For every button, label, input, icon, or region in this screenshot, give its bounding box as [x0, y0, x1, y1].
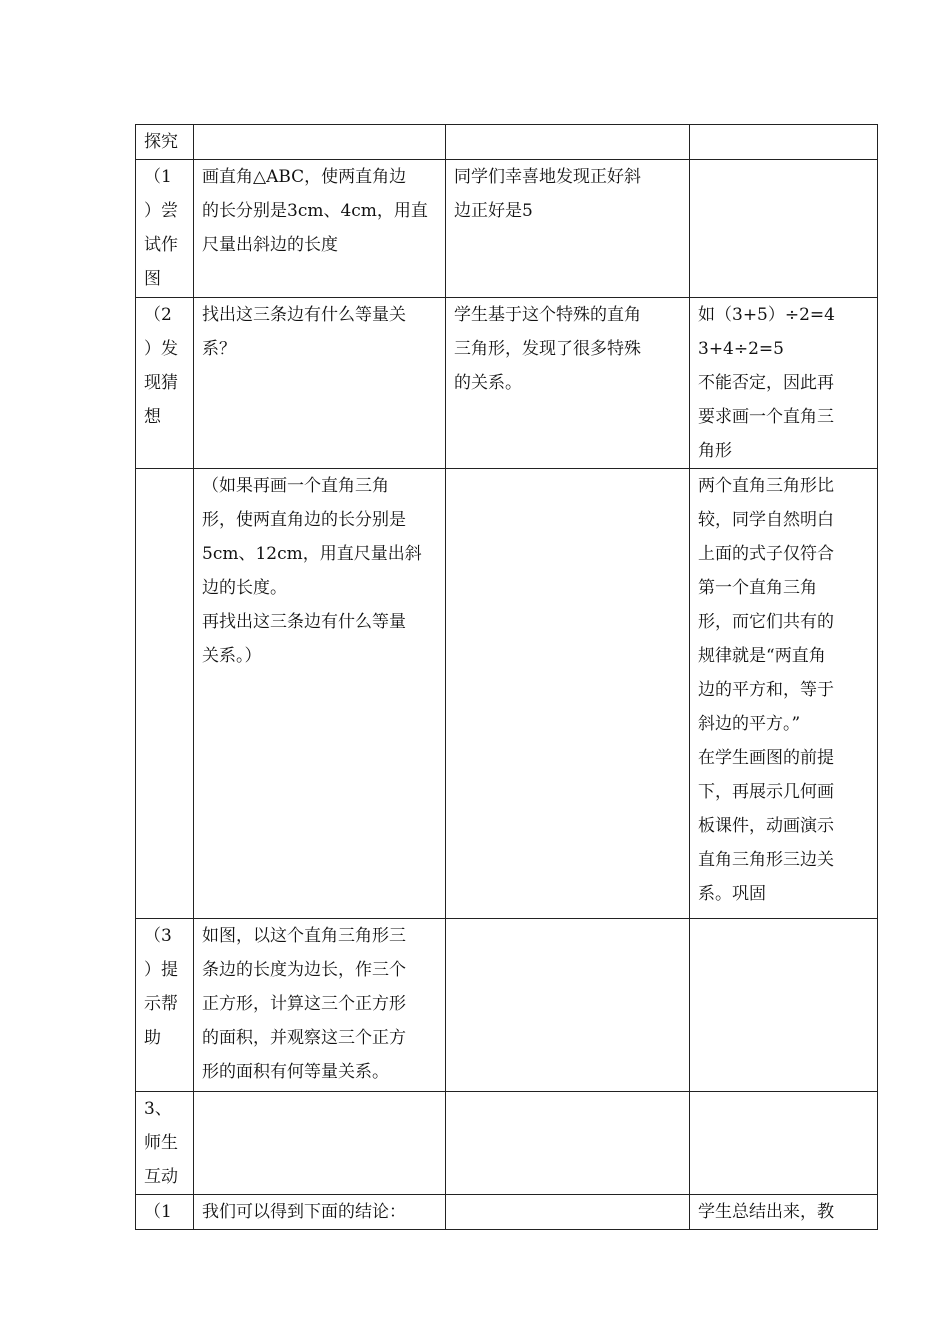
cell-text-line: 形，使两直角边的长分别是: [202, 510, 406, 530]
cell-text-line: 画直角△ABC，使两直角边: [202, 167, 407, 187]
step-label-cell: [136, 469, 194, 919]
student-activity-cell: [446, 160, 690, 298]
cell-text-line: 尺量出斜边的长度: [202, 235, 338, 255]
cell-text-line: 同学们幸喜地发现正好斜: [454, 167, 641, 187]
cell-text-line: 不能否定，因此再: [698, 373, 834, 393]
teacher-activity-cell: [194, 1195, 446, 1230]
cell-text-line: 边的长度。: [202, 578, 287, 598]
cell-text-line: ）尝: [144, 201, 178, 221]
table-row: [136, 160, 878, 298]
cell-text-line: 示帮: [144, 994, 178, 1014]
cell-text-line: 要求画一个直角三: [698, 407, 834, 427]
cell-text-line: 的关系。: [454, 373, 522, 393]
cell-text-line: （3: [144, 926, 172, 946]
student-activity-cell: [446, 919, 690, 1092]
design-intent-cell: [690, 298, 878, 469]
cell-text-line: 下，再展示几何画: [698, 782, 834, 802]
teacher-activity-cell: [194, 469, 446, 919]
student-activity-cell: [446, 125, 690, 160]
cell-text-line: （如果再画一个直角三角: [202, 476, 389, 496]
cell-text-line: 板课件，动画演示: [698, 816, 834, 836]
cell-text-line: 学生基于这个特殊的直角: [454, 305, 641, 325]
cell-text-line: 的长分别是3cm、4cm，用直: [202, 201, 428, 221]
step-label-cell: [136, 298, 194, 469]
cell-text-line: ）提: [144, 960, 178, 980]
lesson-plan-body: [136, 125, 878, 1230]
design-intent-cell: [690, 160, 878, 298]
cell-text-line: 图: [144, 269, 161, 289]
cell-text-line: 角形: [698, 441, 732, 461]
cell-text-line: 找出这三条边有什么等量关: [202, 305, 406, 325]
cell-text-line: （2: [144, 305, 172, 325]
table-row: [136, 298, 878, 469]
lesson-plan-table: [135, 124, 878, 1230]
cell-text-line: 师生: [144, 1133, 178, 1153]
cell-text-line: 我们可以得到下面的结论：: [202, 1202, 406, 1222]
table-row: [136, 469, 878, 919]
cell-text-line: 3、: [144, 1099, 172, 1119]
student-activity-cell: [446, 1195, 690, 1230]
cell-text-line: 系。巩固: [698, 884, 766, 904]
cell-text-line: 第一个直角三角: [698, 578, 817, 598]
teacher-activity-cell: [194, 919, 446, 1092]
cell-text-line: 规律就是“两直角: [698, 646, 826, 666]
cell-text-line: 想: [144, 407, 161, 427]
cell-text-line: 较，同学自然明白: [698, 510, 834, 530]
step-label-cell: [136, 125, 194, 160]
design-intent-cell: [690, 469, 878, 919]
cell-text-line: 正方形，计算这三个正方形: [202, 994, 406, 1014]
cell-text-line: 如（3+5）÷2=4: [698, 305, 835, 325]
cell-text-line: 如图，以这个直角三角形三: [202, 926, 406, 946]
cell-text-line: 关系。）: [202, 646, 262, 666]
table-row: [136, 919, 878, 1092]
cell-text-line: （1: [144, 1202, 172, 1222]
design-intent-cell: [690, 125, 878, 160]
cell-text-line: 互动: [144, 1167, 178, 1187]
teacher-activity-cell: [194, 1092, 446, 1195]
cell-text-line: 5cm、12cm，用直尺量出斜: [202, 544, 422, 564]
cell-text-line: 学生总结出来，教: [698, 1202, 834, 1222]
design-intent-cell: [690, 1195, 878, 1230]
teacher-activity-cell: [194, 298, 446, 469]
design-intent-cell: [690, 1092, 878, 1195]
cell-text-line: 边正好是5: [454, 201, 533, 221]
cell-text-line: 直角三角形三边关: [698, 850, 834, 870]
cell-text-line: 两个直角三角形比: [698, 476, 834, 496]
cell-text-line: （1: [144, 167, 172, 187]
cell-text-line: 边的平方和，等于: [698, 680, 834, 700]
teacher-activity-cell: [194, 160, 446, 298]
step-label-cell: [136, 1195, 194, 1230]
student-activity-cell: [446, 469, 690, 919]
table-row: [136, 1092, 878, 1195]
cell-text-line: ）发: [144, 339, 178, 359]
cell-text-line: 条边的长度为边长，作三个: [202, 960, 406, 980]
cell-text-line: 的面积，并观察这三个正方: [202, 1028, 406, 1048]
cell-text-line: 探究: [144, 132, 178, 152]
cell-text-line: 在学生画图的前提: [698, 748, 834, 768]
table-row: [136, 125, 878, 160]
cell-text-line: 斜边的平方。”: [698, 714, 801, 734]
cell-text-line: 助: [144, 1028, 161, 1048]
design-intent-cell: [690, 919, 878, 1092]
cell-text-line: 现猜: [144, 373, 178, 393]
cell-text-line: 形的面积有何等量关系。: [202, 1062, 389, 1082]
student-activity-cell: [446, 1092, 690, 1195]
cell-text-line: 试作: [144, 235, 178, 255]
step-label-cell: [136, 160, 194, 298]
step-label-cell: [136, 1092, 194, 1195]
cell-text-line: 再找出这三条边有什么等量: [202, 612, 406, 632]
table-row: [136, 1195, 878, 1230]
cell-text-line: 三角形，发现了很多特殊: [454, 339, 641, 359]
cell-text-line: 系？: [202, 339, 236, 359]
step-label-cell: [136, 919, 194, 1092]
cell-text-line: 3+4÷2=5: [698, 339, 784, 359]
student-activity-cell: [446, 298, 690, 469]
cell-text-line: 形，而它们共有的: [698, 612, 834, 632]
teacher-activity-cell: [194, 125, 446, 160]
cell-text-line: 上面的式子仅符合: [698, 544, 834, 564]
